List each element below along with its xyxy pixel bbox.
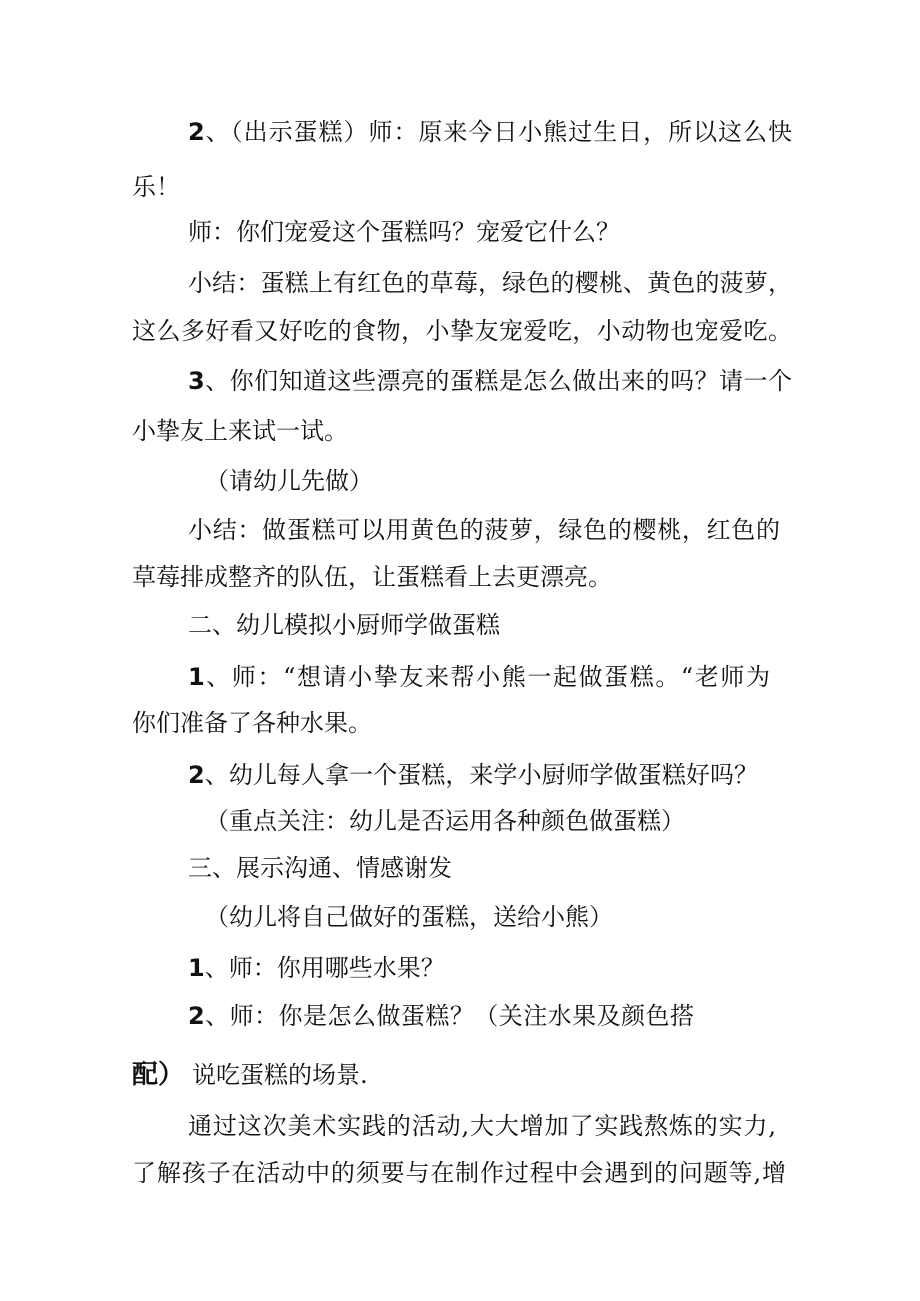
- line-text: 二、幼儿模拟小厨师学做蛋糕: [188, 611, 500, 639]
- paragraph-line-15: [205, 806, 685, 836]
- section-heading-2: [188, 610, 500, 640]
- line-text: （请幼儿先做）: [205, 467, 373, 495]
- paragraph-line-1: [188, 117, 792, 147]
- line-text: 了解孩子在活动中的须要与在制作过程中会遇到的问题等,增: [132, 1159, 786, 1187]
- line-text: 、幼儿每人拿一个蛋糕，来学小厨师学做蛋糕好吗？: [204, 761, 758, 789]
- paragraph-line-5: [132, 316, 792, 346]
- line-text: （重点关注：幼儿是否运用各种颜色做蛋糕）: [205, 807, 685, 835]
- line-text: 小挚友上来试一试。: [132, 417, 348, 445]
- line-text: 三、展示沟通、情感谢发: [188, 854, 452, 882]
- line-text: 乐！: [132, 173, 180, 201]
- list-number: 3: [188, 367, 205, 395]
- line-text: 、师：“想请小挚友来帮小熊一起做蛋糕。“老师为: [204, 663, 770, 691]
- line-text: 、师：你是怎么做蛋糕？（关注水果及颜色搭: [204, 1002, 694, 1030]
- line-text: 草莓排成整齐的队伍，让蛋糕看上去更漂亮。: [132, 563, 612, 591]
- line-text: 、师：你用哪些水果？: [204, 954, 445, 982]
- list-number: 1: [188, 954, 205, 982]
- paragraph-line-21: [188, 1111, 776, 1141]
- paragraph-line-10: [132, 562, 612, 592]
- line-lead: 配）: [132, 1060, 185, 1090]
- list-number: 2: [188, 761, 205, 789]
- line-text: 小结：蛋糕上有红色的草莓，绿色的樱桃、黄色的菠萝，: [188, 269, 792, 297]
- line-text: 师：你们宠爱这个蛋糕吗？宠爱它什么？: [188, 218, 620, 246]
- paragraph-line-4: [188, 268, 792, 298]
- list-number: 2: [188, 1002, 205, 1030]
- paragraph-line-20: [132, 1060, 368, 1090]
- list-number: 1: [188, 663, 205, 691]
- line-text: 通过这次美术实践的活动,大大增加了实践熬炼的实力,: [188, 1112, 776, 1140]
- line-text: 你们准备了各种水果。: [132, 709, 372, 737]
- paragraph-line-9: [188, 515, 780, 545]
- section-heading-3: [188, 853, 452, 883]
- line-text: 、你们知道这些漂亮的蛋糕是怎么做出来的吗？请一个: [204, 367, 792, 395]
- line-text: （幼儿将自己做好的蛋糕，送给小熊）: [205, 903, 613, 931]
- line-text: 、（出示蛋糕）师：原来今日小熊过生日，所以这么快: [204, 118, 792, 146]
- paragraph-line-3: [188, 217, 620, 247]
- paragraph-line-19: [188, 1001, 694, 1031]
- paragraph-line-6: [188, 366, 792, 396]
- paragraph-line-12: [188, 662, 770, 692]
- paragraph-line-17: [205, 902, 613, 932]
- paragraph-line-2: [132, 172, 180, 202]
- paragraph-line-8: [205, 466, 373, 496]
- paragraph-line-13: [132, 708, 372, 738]
- list-number: 2: [188, 118, 205, 146]
- paragraph-line-18: [188, 953, 445, 983]
- paragraph-line-14: [188, 760, 758, 790]
- line-text: 小结：做蛋糕可以用黄色的菠萝，绿色的樱桃，红色的: [188, 516, 780, 544]
- paragraph-line-22: [132, 1158, 786, 1188]
- line-text: 说吃蛋糕的场景.: [192, 1061, 368, 1089]
- line-text: 这么多好看又好吃的食物，小挚友宠爱吃，小动物也宠爱吃。: [132, 317, 792, 345]
- paragraph-line-7: [132, 416, 348, 446]
